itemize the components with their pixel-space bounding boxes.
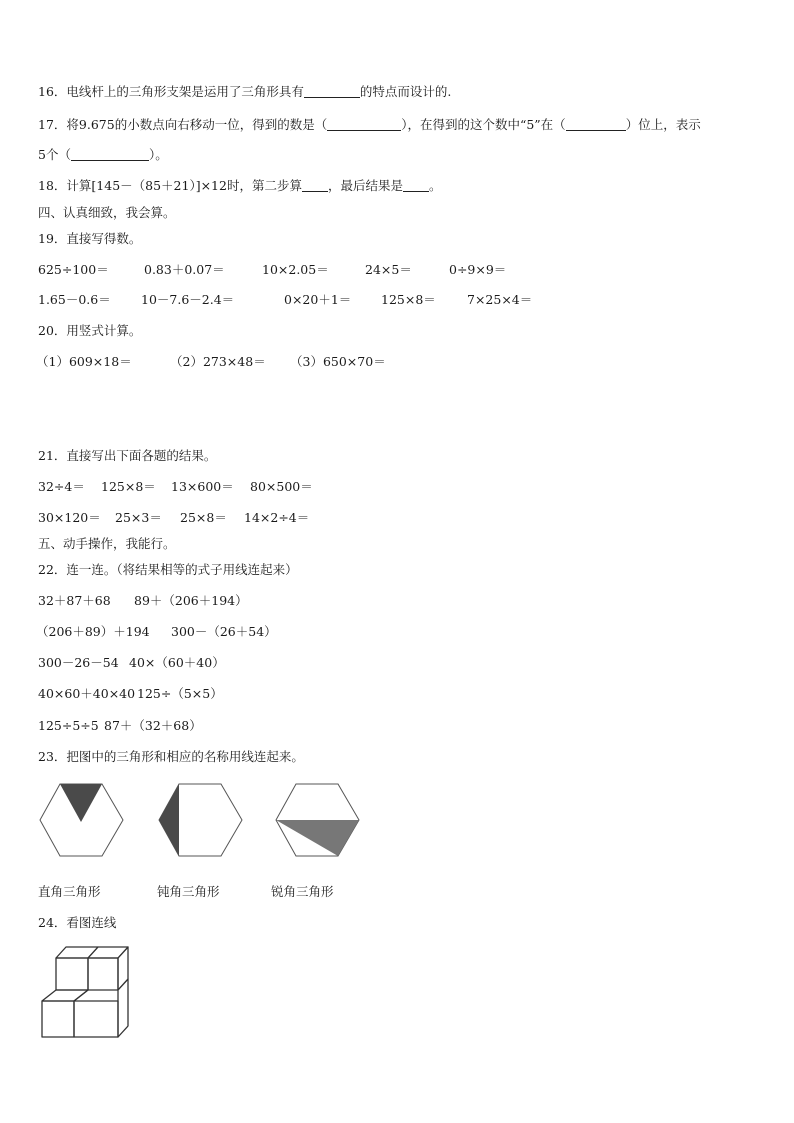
q22-title: 22．连一连。（将结果相等的式子用线连起来） — [38, 562, 298, 577]
q18-text-c: 。 — [428, 178, 442, 193]
q22-left-expr[interactable]: 300－26－54 — [38, 655, 119, 670]
q18-text-b: ，最后结果是 — [327, 178, 403, 193]
q22-right-expr[interactable]: 40×（60＋40） — [129, 655, 225, 670]
hexagon-acute-triangle-figure[interactable] — [274, 782, 364, 858]
q22-right-expr[interactable]: 300－（26＋54） — [171, 624, 277, 639]
q19-item: 625÷100＝ — [38, 262, 109, 277]
obtuse-triangle-label[interactable]: 钝角三角形 — [157, 884, 220, 899]
q17-blank-3[interactable] — [71, 148, 149, 161]
q22-right-expr[interactable]: 89＋（206＋194） — [134, 593, 248, 608]
q17-text-a: 17．将9.675的小数点向右移动一位，得到的数是（ — [38, 117, 328, 132]
q21-item: 32÷4＝ — [38, 479, 85, 494]
cube-stack-figure — [40, 944, 132, 1040]
q20-item: （1）609×18＝ — [36, 354, 132, 369]
q21-item: 25×3＝ — [115, 510, 162, 525]
q19-title: 19．直接写得数。 — [38, 231, 142, 246]
right-triangle-label[interactable]: 直角三角形 — [38, 884, 101, 899]
q22-left-expr[interactable]: 40×60＋40×40 — [38, 686, 136, 701]
q16-answer-blank[interactable] — [304, 85, 360, 98]
q21-item: 80×500＝ — [250, 479, 313, 494]
q19-item: 24×5＝ — [365, 262, 412, 277]
q17-text-c: ）位上，表示 — [625, 117, 701, 132]
q24-title: 24．看图连线 — [38, 915, 117, 930]
hexagon-obtuse-triangle-figure[interactable] — [157, 782, 247, 858]
q21-item: 30×120＝ — [38, 510, 101, 525]
q19-item: 0÷9×9＝ — [449, 262, 507, 277]
q21-item: 125×8＝ — [101, 479, 156, 494]
q20-item: （3）650×70＝ — [290, 354, 386, 369]
q16-text-post: 的特点而设计的. — [359, 84, 452, 99]
question-18 — [38, 178, 442, 194]
q19-item: 125×8＝ — [381, 292, 436, 307]
q22-left-expr[interactable]: 32＋87＋68 — [38, 593, 111, 608]
question-17-line2 — [38, 147, 168, 163]
q19-item: 10－7.6－2.4＝ — [141, 292, 235, 307]
q20-title: 20．用竖式计算。 — [38, 323, 142, 338]
q18-blank-2[interactable] — [403, 179, 429, 192]
q19-item: 0×20＋1＝ — [284, 292, 352, 307]
question-16 — [38, 84, 451, 100]
q19-item: 1.65－0.6＝ — [38, 292, 111, 307]
q16-text-pre: 16．电线杆上的三角形支架是运用了三角形具有 — [38, 84, 304, 99]
q19-item: 0.83＋0.07＝ — [144, 262, 225, 277]
q21-item: 14×2÷4＝ — [244, 510, 310, 525]
q21-item: 25×8＝ — [180, 510, 227, 525]
q20-item: （2）273×48＝ — [170, 354, 266, 369]
q22-left-expr[interactable]: 125÷5÷5 — [38, 718, 99, 733]
q17-text-d: 5个（ — [38, 147, 71, 162]
q17-blank-1[interactable] — [327, 118, 401, 131]
q23-title: 23．把图中的三角形和相应的名称用线连起来。 — [38, 749, 304, 764]
q18-blank-1[interactable] — [302, 179, 328, 192]
question-17-line1 — [38, 117, 701, 133]
q19-item: 10×2.05＝ — [262, 262, 329, 277]
section-4-heading: 四、认真细致，我会算。 — [38, 205, 176, 220]
section-5-heading: 五、动手操作，我能行。 — [38, 536, 176, 551]
q17-text-b: ），在得到的这个数中“5”在（ — [401, 117, 566, 132]
q22-left-expr[interactable]: （206＋89）＋194 — [36, 624, 150, 639]
q22-right-expr[interactable]: 125÷（5×5） — [137, 686, 223, 701]
q19-item: 7×25×4＝ — [467, 292, 533, 307]
q17-text-e: ）。 — [148, 147, 168, 162]
q18-text-a: 18．计算[145－（85＋21）]×12时，第二步算 — [38, 178, 302, 193]
q21-title: 21．直接写出下面各题的结果。 — [38, 448, 217, 463]
hexagon-right-triangle-figure[interactable] — [38, 782, 128, 858]
q17-blank-2[interactable] — [566, 118, 626, 131]
q21-item: 13×600＝ — [171, 479, 234, 494]
acute-triangle-label[interactable]: 锐角三角形 — [271, 884, 334, 899]
q22-right-expr[interactable]: 87＋（32＋68） — [104, 718, 202, 733]
